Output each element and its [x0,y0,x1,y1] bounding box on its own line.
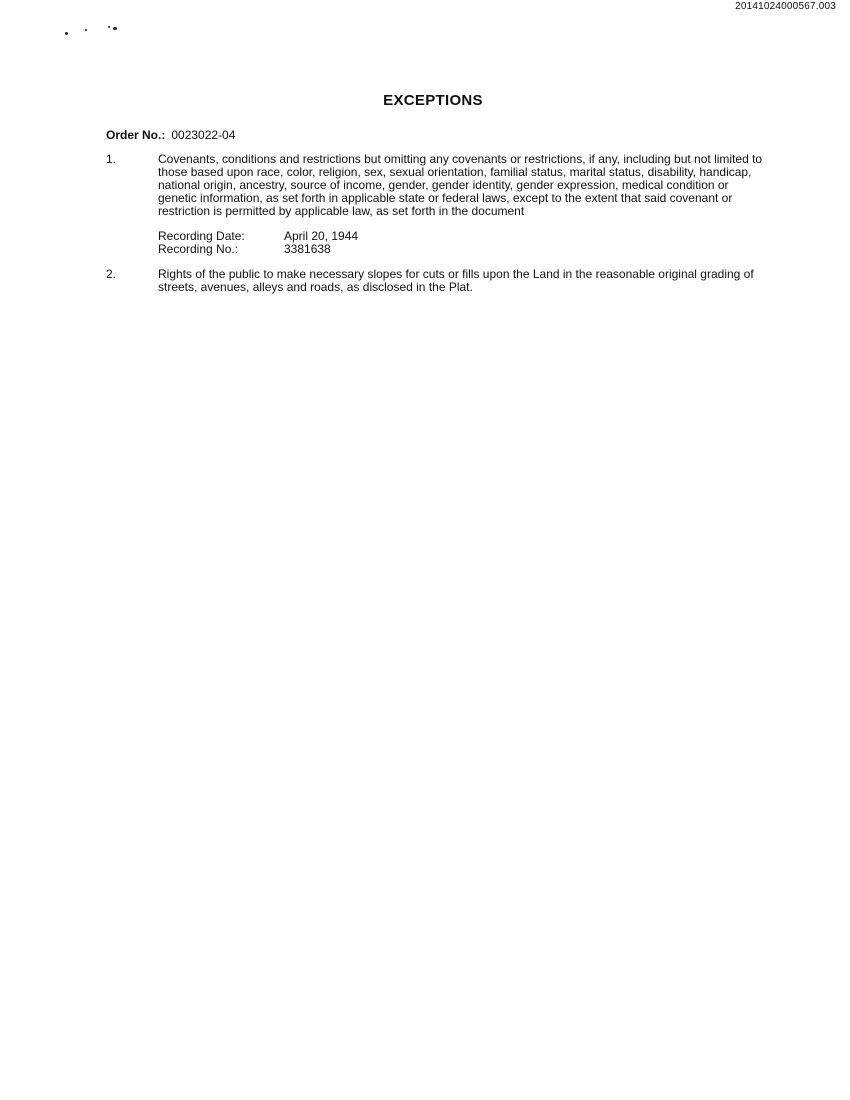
exception-number: 1. [106,152,117,166]
scan-speck [108,26,110,28]
exception-item [106,153,766,256]
scan-speck [85,29,87,31]
exception-text: Covenants, conditions and restrictions but omitting any covenants or restrictions, if any, including but not limited to those based upon race, color, religion, sex, sexual orientation, familial status, marital status, disability, handicap, national origin, ancestry, source of income, gender, gender identity, gender expression, medical condition or genetic information, as set forth in applicable state or federal laws, except to the extent that said covenant or restriction is permitted by applicable law, as set forth in the document [158,152,763,218]
recording-date-label: Recording Date: [158,229,245,243]
order-number-line [106,128,235,142]
exception-text: Rights of the public to make necessary slopes for cuts or fills upon the Land in the reasonable original grading of streets, avenues, alleys and roads, as disclosed in the Plat. [158,267,754,294]
exception-number: 2. [106,267,117,281]
document-id: 20141024000567.003 [735,1,836,12]
scan-artifacts [62,22,132,38]
exception-body [158,153,766,256]
scan-speck [65,32,68,35]
exception-item [106,268,766,294]
recording-number-label: Recording No.: [158,242,239,256]
order-number-label: Order No.: [106,128,166,142]
page-title: EXCEPTIONS [383,92,483,109]
recording-number-row [158,243,358,256]
scan-speck [113,27,117,30]
exceptions-list [106,153,766,306]
recording-info [158,230,358,256]
order-number-value: 0023022-04 [171,128,236,142]
exception-body [158,268,766,294]
recording-number-value: 3381638 [284,242,331,256]
recording-date-value: April 20, 1944 [284,229,359,243]
